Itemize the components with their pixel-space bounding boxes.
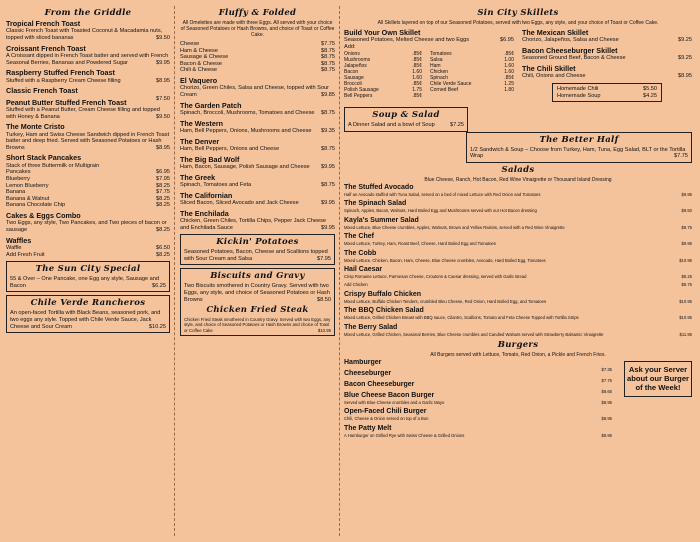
item-price: $9.50 [681,208,692,214]
price-row [180,67,335,74]
row-label: Spinach [430,74,449,81]
rancheros-title: Chile Verde Rancheros [30,298,146,309]
item-desc: Crisp Romaine Lettuce, Parmesan Cheese, Croutons & Caesar dressing, served with Garlic Bread [344,274,527,279]
price-row [557,93,657,100]
row-price: .85¢ [412,56,422,63]
menu-item [180,192,335,207]
item-desc: Spinach, Apples, Bacon, Walnuts, Hard Boiled Egg and Mushrooms served with our Hot Bacon dressing [344,208,537,214]
row-price: 1.75 [412,86,422,93]
item-desc-line [344,400,612,405]
row-price: .85¢ [412,62,422,69]
menu-item [522,29,692,44]
item-price: $9.85 [321,91,335,98]
menu-item [180,138,335,153]
row-price: $8.25 [156,202,170,209]
item-price: $9.50 [156,35,170,41]
price-row [180,41,335,48]
item-desc-line [6,28,170,41]
item-desc: Turkey, Ham and Swiss Cheese Sandwich dipped in French Toast batter and deep fried. Served with Seasoned Potatoes or Hash Browns [6,131,170,151]
row-price: $8.25 [156,195,170,202]
item-price: $11.95 [679,331,692,337]
item-price: $6.95 [500,37,514,44]
menu-item [344,392,612,405]
menu-item [344,266,692,279]
item-desc-line [344,241,692,246]
biscuits-price: $8.50 [317,296,331,303]
item-desc-line [6,78,170,85]
item-name: Short Stack Pancakes [6,153,82,163]
item-price: $7.75 [601,378,612,384]
row-label: Broccoli [344,80,362,87]
menu-item [6,99,170,121]
menu-item [344,324,692,337]
menu-item [180,120,335,135]
row-label: Chili & Cheese [180,67,217,74]
row-label: Banana & Walnut [6,195,50,202]
menu-item [344,217,692,230]
item-price: $8.95 [678,73,692,80]
item-desc: Chili, Cheese & Onion served on top of a Bun [344,416,429,422]
skillets-intro: All Skillets layered on top of our Seasoned Potatoes, served with two Eggs, any style, and your choice of Toast or Coffee Cake. [377,20,659,26]
price-row [6,202,170,209]
byo-skillet [344,29,514,99]
item-desc: Seasoned Potatoes, Melted Cheese and two Eggs [344,37,470,44]
menu-item [180,174,335,189]
item-name: The Cobb [344,249,377,257]
item-desc-line [344,299,692,304]
item-desc: Mixed Lettuce, Turkey, Ham, Roast Beef, Cheese, Hard Boiled Egg and Tomatoes [344,241,496,247]
griddle-column [6,8,170,336]
price-row [557,86,657,93]
row-price: 1.60 [412,74,422,81]
item-desc: Mixed Lettuce, Grilled Chicken, Seasonal Berries, Blue Cheese crumbles and Candied Walnuts served with Strawberry Balsamic Vinaigrette [344,331,604,337]
item-name: The Garden Patch [180,100,242,110]
item-desc: Chicken, Green Chiles, Tortilla Chips, Pepper Jack Cheese and Enchilada Sauce [180,217,327,231]
row-label: Ham [430,62,441,69]
row-price: 1.60 [504,62,514,69]
item-desc: A Croissant dipped in French Toast batter and served with French Seasonal Berries, Bananas and Powdered Sugar [6,53,169,66]
price-row [6,245,170,252]
soup-salad-title: Soup & Salad [372,110,440,121]
menu-item [344,370,612,384]
row-price: $6.50 [156,244,170,251]
row-label: Mushrooms [344,56,371,63]
item-price: $9.95 [681,241,692,247]
item-name: The Berry Salad [344,323,398,331]
menu-item [180,210,335,232]
item-price: $8.75 [321,181,335,188]
item-name: Bacon Cheeseburger Skillet [522,46,618,55]
item-desc-line [344,258,692,263]
item-price: $9.25 [678,37,692,44]
item-price: $8.25 [156,226,170,233]
price-row [430,87,514,93]
price-row [6,176,170,183]
item-price: $9.50 [156,113,170,120]
item-desc: Ham, Bacon, Sausage, Polish Sausage and Cheese [180,163,310,170]
item-price: $8.95 [601,432,612,438]
item-name: Waffles [6,235,32,245]
item-name: The Chili Skillet [522,64,576,73]
soup-salad-desc: A Dinner Salad and a bowl of Soup [348,122,435,129]
price-row [6,196,170,203]
menu-item [180,77,335,99]
menu-item [344,250,692,263]
item-desc: A Hamburger on Grilled Rye with Swiss Cheese & Grilled Onions [344,432,465,438]
row-price: $5.50 [643,86,657,92]
item-name: The Spinach Salad [344,200,407,208]
item-desc: Chili, Onions and Cheese [522,73,586,80]
item-price: $9.25 [678,55,692,62]
skillets-title: Sin City Skillets [477,8,559,18]
item-price: $8.95 [601,400,612,406]
row-price: $7.95 [156,175,170,182]
item-price: $9.95 [681,191,692,197]
item-price: $9.95 [156,59,170,66]
better-half-desc: 1/2 Sandwich & Soup – Choose from Turkey, Ham, Tuna, Egg Salad, BLT or the Tortilla Wrap [470,146,686,160]
item-price: $9.35 [321,127,335,134]
burger-of-week-box: Ask your Server about our Burger of the Week! [624,361,692,397]
item-price: $7.50 [156,95,170,102]
item-name: Hamburger [344,359,382,367]
item-desc-line [344,225,692,230]
potatoes-desc: Seasoned Potatoes, Bacon, Cheese and Scallions topped with Sour Cream and Salsa [184,249,328,262]
row-price: $7.75 [156,189,170,196]
item-name: Peanut Butter Stuffed French Toast [6,97,127,107]
pancakes-item [6,154,170,209]
row-price: 1.60 [504,68,514,75]
item-desc-line [344,433,612,438]
item-desc: Stuffed with a Peanut Butter, Cream Cheese filling and topped with Honey & Banana [6,107,160,120]
item-name: Kayla's Summer Salad [344,216,419,224]
item-desc: Served with Blue Cheese crumbles and a Garlic Mayo [344,400,445,406]
item-price: $8.95 [156,77,170,84]
item-desc: Two Eggs, any style, Two Pancakes, and Two pieces of bacon or sausage [6,220,167,233]
item-desc-line [6,132,170,152]
item-desc-line [344,274,692,279]
row-label: Sausage & Cheese [180,54,229,61]
burgers-title: Burgers [497,340,539,351]
menu-item [344,291,692,304]
row-label: Banana Chocolate Chip [6,202,66,209]
item-name: Open-Faced Chili Burger [344,408,427,416]
row-label: Polish Sausage [344,86,379,93]
item-name: Classic French Toast [6,86,78,96]
soup-salad-price: $7.25 [450,122,464,129]
menu-item [344,359,612,373]
menu-item [344,233,692,246]
menu-item [180,102,335,117]
item-name: Crispy Buffalo Chicken [344,290,422,298]
item-desc: Classic French Toast with Toasted Coconut & Macadamia nuts, topped with sliced bananas [6,28,163,41]
price-row [180,54,335,61]
row-price: 1.25 [504,80,514,87]
item-desc-line [180,146,335,153]
column-divider [339,6,340,536]
row-price: 1.80 [504,86,514,93]
better-half-box [466,132,692,163]
row-label: Ham & Cheese [180,47,218,54]
row-label: Add Fresh Fruit [6,251,45,258]
soup-salad-box [344,107,468,132]
item-desc-line [180,200,335,207]
item-desc: Sliced Bacon, Sliced Avocado and Jack Cheese [180,199,299,206]
waffles-item [6,237,170,259]
price-row [180,48,335,55]
item-desc: Mixed Lettuce, Grilled Chicken Breast with BBQ sauce, Cilantro, Scallions, Tomato and Feta Cheese Topped with Tortilla Strips [344,315,579,321]
biscuits-desc: Two Biscuits smothered in Country Gravy. Served with two Eggs, any style, and choice of Seasoned Potatoes or Hash Browns [184,283,330,303]
item-name: The Denver [180,136,220,146]
item-name: The BBQ Chicken Salad [344,307,424,315]
row-price: $4.25 [643,92,657,99]
add-label: Add: [344,44,356,50]
item-name: Hail Caesar [344,266,383,273]
griddle-title: From the Griddle [44,8,132,18]
item-price: $9.75 [681,224,692,230]
row-price: $8.25 [156,251,170,258]
potatoes-title: Kickin' Potatoes [216,237,299,248]
item-desc: Stack of three Buttermilk or Multigrain [6,162,100,169]
item-price: $8.75 [321,145,335,152]
row-label: Bell Peppers [344,92,373,99]
menu-item [6,69,170,84]
special-desc: 55 & Over – One Pancake, one Egg any style, Sausage and Bacon [10,276,159,289]
item-desc-line [522,37,692,44]
combo-item [6,212,170,234]
item-name: Tropical French Toast [6,19,81,28]
item-desc-line [180,110,335,117]
price-row [344,93,422,99]
menu-item [344,184,692,197]
menu-item [344,282,692,287]
row-price: .85¢ [504,74,514,81]
item-desc: Mixed Lettuce, Chicken, Bacon, Ham, Cheese, Blue Cheese crumbles, Avocado, Hard Boiled Egg, Tomatoes [344,257,546,263]
omelettes-column [180,8,335,339]
item-desc: Seasoned Ground Beef, Bacon & Cheese [522,55,626,62]
item-price: $7.35 [601,367,612,373]
row-label: Blueberry [6,175,30,182]
rancheros-price: $10.25 [148,323,166,330]
row-label: Jalapeños [344,62,367,69]
item-name: Croissant French Toast [6,43,86,53]
item-name: The Stuffed Avocado [344,183,414,191]
row-label: Onions [344,50,360,57]
item-desc: Ham, Bell Peppers, Onions, Mushrooms and Cheese [180,127,312,134]
item-name: Bacon Cheeseburger [344,381,415,389]
menu-item [344,408,612,421]
item-desc-line [180,164,335,171]
menu-item [344,307,692,320]
item-desc-line [180,85,335,98]
item-price: $8.95 [156,144,170,151]
menu-item [6,45,170,67]
menu-item [6,20,170,42]
price-row [6,169,170,176]
column-divider [174,6,175,536]
item-name: The Chef [344,233,374,241]
row-price: $8.75 [321,60,335,67]
menu-item [522,47,692,62]
item-desc-line [6,107,170,120]
item-desc-line [522,55,692,62]
row-price: $8.75 [321,47,335,54]
better-half-price: $7.75 [674,153,688,160]
menu-item [344,381,612,395]
item-price: $9.95 [321,199,335,206]
item-desc-line [180,218,335,231]
salads-intro: Blue Cheese, Ranch, Hot Bacon, Red Wine Vinaigrette or Thousand Island Dressing [424,176,612,183]
item-price: $9.75 [681,282,692,288]
item-name: The Big Bad Wolf [180,154,240,164]
row-label: Homemade Chili [557,86,599,92]
omelettes-title: Fluffy & Folded [218,8,297,18]
special-title: The Sun City Special [35,264,141,275]
item-name: Cakes & Eggs Combo [6,210,81,220]
menu-item [344,425,612,438]
menu-item [522,65,692,80]
row-label: Banana [6,189,26,196]
item-name: The Mexican Skillet [522,29,589,37]
kickin-potatoes-box [180,234,335,265]
rancheros-box [6,295,170,333]
item-desc-line [180,128,335,135]
price-row [6,189,170,196]
row-price: .85¢ [504,50,514,57]
row-label: Lemon Blueberry [6,182,49,189]
row-label: Tomatoes [430,50,452,57]
row-price: 1.00 [504,56,514,63]
item-name: Cheeseburger [344,370,392,378]
item-desc-line [344,208,692,213]
row-price: $8.75 [321,54,335,61]
item-desc: Mixed Lettuce, Blue Cheese crumbles, Apples, Walnuts, Brown and Yellow Raisins, served with a Red Wine Vinaigrette [344,224,565,230]
item-desc-line [6,53,170,66]
potatoes-price: $7.95 [317,255,331,262]
rancheros-desc: An open-faced Tortilla with Black Beans, seasoned pork, and two eggs any style. Topped with Chile Verde Sauce, Jack Cheese and Sour Cream [10,310,161,330]
row-label: Bacon [344,68,359,75]
item-desc-line [344,192,692,197]
item-desc: Mixed Lettuce, Buffalo Chicken Tenders, crumbled Bleu Cheese, Red Onion, Hard Boiled Egg, and Tomatoes [344,298,547,304]
row-price: $8.75 [321,67,335,74]
row-label: Pancakes [6,169,31,176]
row-label: Salsa [430,56,443,63]
item-name: Blue Cheese Bacon Burger [344,392,435,400]
row-price: $8.25 [156,182,170,189]
steak-desc: Chicken Fried Steak smothered in Country Gravy. Served with two Eggs, any style, and choice of Seasoned Potatoes or Hash Browns and choice of Toast or Coffee Cake [184,317,331,333]
item-name: The Greek [180,172,216,182]
item-price: $8.25 [681,274,692,279]
item-desc-line [180,182,335,189]
sun-city-special [6,261,170,292]
item-name: The Enchilada [180,208,229,218]
row-label: Chicken [430,68,449,75]
item-desc: Spinach, Broccoli, Mushrooms, Tomatoes and Cheese [180,109,315,116]
item-desc-line [522,73,692,80]
item-price: $10.95 [679,257,692,263]
item-price: $9.95 [321,224,335,231]
item-desc-line [344,416,612,421]
chili-soup-box [552,83,662,102]
item-desc: Chorizo, Jalapeños, Salsa and Cheese [522,37,619,44]
row-price: .85¢ [412,50,422,57]
row-price: .85¢ [412,80,422,87]
price-row [6,252,170,259]
row-label: Corned Beef [430,86,459,93]
row-price: 1.60 [412,68,422,75]
row-price: .85¢ [412,92,422,99]
item-desc: Chorizo, Green Chiles, Salsa and Cheese, topped with Sour Cream [180,85,329,98]
item-desc-line [344,282,692,287]
row-label: Bacon & Cheese [180,60,222,67]
item-name: The Monte Cristo [6,122,65,132]
row-label: Cheese [180,41,200,47]
burgers-intro: All Burgers served with Lettuce, Tomato, Red Onion, a Pickle and French Fries. [430,352,606,359]
item-desc: Add Chicken [344,282,368,288]
row-price: $7.75 [321,41,335,47]
item-desc-line [344,315,692,320]
row-label: Homemade Soup [557,92,601,99]
item-price: $10.95 [679,315,692,321]
steak-title: Chicken Fried Steak [206,305,309,316]
item-price: $8.95 [601,416,612,422]
item-name: Raspberry Stuffed French Toast [6,68,115,78]
item-price: $10.95 [679,298,692,304]
special-price: $6.25 [152,282,166,289]
menu-item [180,156,335,171]
menu-item [6,123,170,151]
row-label: Chile Verde Sauce [430,80,472,87]
row-label: Sausage [344,74,364,81]
row-label: Waffle [6,244,22,251]
omelettes-intro: All Omelettes are made with three Eggs. All served with your choice of Seasoned Potatoes or Hash Browns, and choice of Toast or Coffee Cake. [180,20,335,38]
item-desc: Half an Avocado stuffed with Tuna Salad, served on a bed of mixed Lettuce with Red Onion and Tomatoes [344,191,541,197]
biscuits-box [180,268,335,336]
skillets-column [344,8,692,441]
row-price: $6.95 [156,169,170,176]
item-desc: Ham, Bell Peppers, Onions and Cheese [180,145,280,152]
item-price: $9.95 [321,163,335,170]
steak-price: $10.95 [317,327,331,333]
item-desc: Stuffed with a Raspberry Cream Cheese filling [6,77,121,84]
item-price: $8.65 [601,389,612,395]
item-name: The Western [180,118,224,128]
price-row [6,183,170,190]
item-name: The Californian [180,190,233,200]
price-row [180,61,335,68]
better-half-title: The Better Half [539,134,619,145]
biscuits-title: Biscuits and Gravy [210,271,305,282]
item-name: El Vaquero [180,75,218,85]
item-desc: Spinach, Tomatoes and Feta [180,181,252,188]
item-desc-line [344,332,692,337]
item-price: $8.75 [321,109,335,116]
menu-item [344,200,692,213]
item-name: The Patty Melt [344,424,392,432]
salads-title: Salads [501,164,535,175]
item-name: Build Your Own Skillet [344,29,421,37]
